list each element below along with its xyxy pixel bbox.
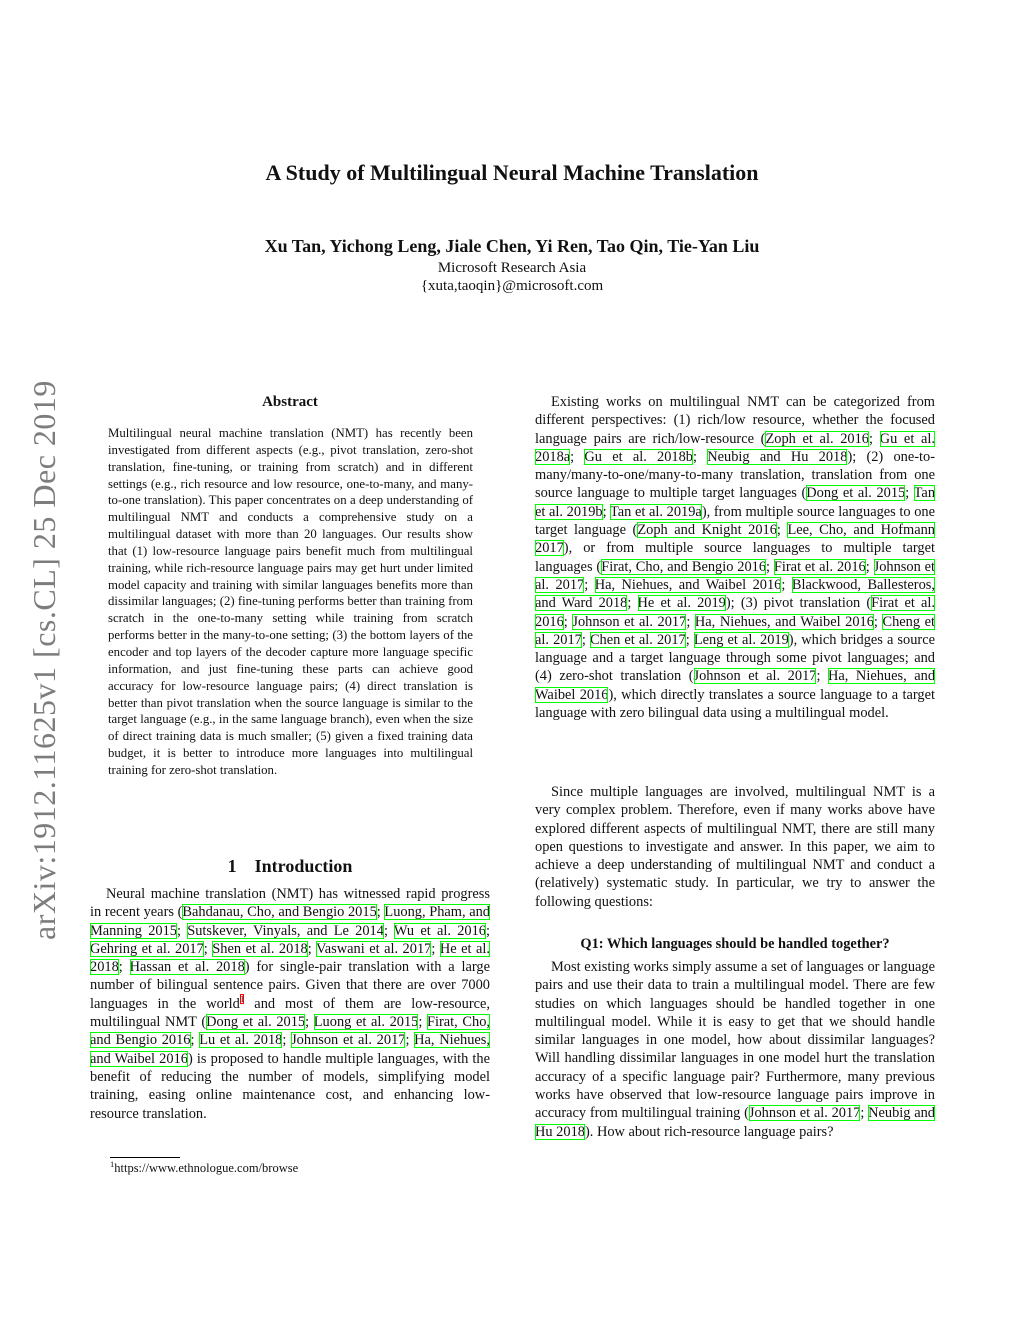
body-paragraph-q1: Most existing works simply assume a set of languages or language pairs and use their data to train a multilingual model. There are few studies on which languages should be handled together in one multilingual model. While it is easy to get that we should handle similar languages in one model, how about dissimilar languages? Will handling dissimilar languages in one model hurt the translation accuracy of a specific language pair? Furthermore, many previous works have observed that low-resource language pairs improve in accuracy from multilingual training (Johnson et al. 2017; Neubig and Hu 2018). How about rich-resource language pairs? — [535, 959, 935, 1140]
citation-link[interactable]: Firat, Cho, and Bengio 2016 — [601, 558, 767, 575]
citation-link[interactable]: Firat et al. 2016 — [535, 595, 935, 630]
footnote — [110, 1158, 299, 1176]
section-title: Introduction — [254, 856, 353, 876]
text-run: Most existing works simply assume a set of languages or language pairs and use their data to train a multilingual model. There are few studies on which languages should be handled together in one multilingual model. While it is easy to get that we should handle similar languages in one model, how about dissimilar languages? Will handling dissimilar languages in one model hurt the translation accuracy of a specific language pair? Furthermore, many previous works have observed that low-resource language pairs improve in accuracy from multilingual training ( — [535, 959, 935, 1122]
paragraph-text: Since multiple languages are involved, multilingual NMT is a very complex problem. Therefore, even if many works above have explored different aspects of multilingual NMT, there are still many open questions to investigate and answer. In this paper, we aim to achieve a deep understanding of multilingual NMT and conduct a (relatively) systematic study. In particular, we try to answer the following questions: — [535, 784, 935, 910]
citation-link[interactable]: Dong et al. 2015 — [806, 485, 906, 502]
text-run: ); (2) one-to-many/many-to-one/many-to-many translation, translation from one source language to multiple target languages ( — [535, 448, 936, 502]
citation-link[interactable]: Sutskever, Vinyals, and Le 2014 — [187, 922, 384, 939]
citation-link[interactable]: Chen et al. 2017 — [589, 631, 686, 648]
citation-link[interactable]: Firat et al. 2016 — [773, 558, 866, 575]
citation-link[interactable]: Firat, Cho, and Bengio 2016 — [90, 1014, 490, 1049]
question-heading-q1: Q1: Which languages should be handled together? — [580, 936, 890, 952]
citation-link[interactable]: Blackwood, Ballesteros, and Ward 2018 — [535, 576, 935, 612]
abstract-heading: Abstract — [262, 394, 318, 410]
footnote-url[interactable]: https://www.ethnologue.com/browse — [114, 1161, 299, 1175]
section-number: 1 — [227, 856, 237, 876]
text-run: ), which bridges a source language and a target language through some pivot languages; and (4) zero-shot translation ( — [535, 631, 935, 685]
citation-link[interactable]: Shen et al. 2018 — [212, 940, 308, 957]
citation-link[interactable]: Ha, Niehues, and Waibel 2016 — [694, 613, 874, 630]
text-run: Existing works on multilingual NMT can be categorized from different perspectives: (1) rich/low resource, whether the focused language pairs are rich/low-resource ( — [535, 394, 935, 447]
citation-link[interactable]: Johnson et al. 2017 — [572, 613, 687, 630]
text-run: ); (3) pivot translation ( — [725, 595, 872, 612]
citation-link[interactable]: Luong et al. 2015 — [313, 1014, 419, 1031]
citation-link[interactable]: Lee, Cho, and Hofmann 2017 — [535, 522, 935, 557]
citation-link[interactable]: Ha, Niehues, and Waibel 2016 — [535, 668, 936, 703]
text-run: ) for single-pair translation with a large number of bilingual sentence pairs. Given that there are over 7000 languages in the world — [90, 959, 490, 1012]
affiliation-block — [0, 259, 1024, 295]
citation-link[interactable]: Neubig and Hu 2018 — [707, 448, 848, 465]
citation-link[interactable]: Zoph et al. 2016 — [765, 430, 869, 447]
body-paragraph-motivation — [535, 783, 935, 911]
text-run: ), from multiple source languages to one target language ( — [535, 503, 936, 539]
citation-link[interactable]: Zoph and Knight 2016 — [637, 522, 777, 539]
footnote-marker-link[interactable]: 1 — [239, 993, 245, 1004]
citation-link[interactable]: Ha, Niehues, and Waibel 2016 — [594, 576, 782, 593]
citation-link[interactable]: Bahdanau, Cho, and Bengio 2015 — [182, 904, 377, 921]
citation-link[interactable]: Leng et al. 2019 — [693, 631, 789, 648]
email: {xuta,taoqin}@microsoft.com — [420, 278, 604, 294]
abstract-text: Multilingual neural machine translation (NMT) has recently been investigated from different aspects (e.g., pivot translation, zero-shot translation, fine-tuning, or training from scratch) and in different settings (e.g., rich resource and low resource, one-to-many, and many-to-one translation). This paper concentrates on a deep understanding of multilingual NMT and conducts a comprehensive study on a multilingual dataset with more than 20 languages. Our results show that (1) low-resource language pairs benefit much from multilingual training, while rich-resource language pairs may get hurt under limited model capacity and training with similar languages benefits more than dissimilar languages; (2) fine-tuning performs better than training from scratch in the one-to-many setting while training from scratch performs better in the many-to-one setting; (3) the bottom layers of the encoder and top layers of the decoder capture more language specific information, and just fine-tuning these parts can achieve good accuracy for low-resource language pairs; (4) direct translation is better than pivot translation when the source language is similar to the target language (e.g., in the same language branch), even when the size of direct training data is much smaller; (5) given a fixed training data budget, it is better to introduce more languages into multilingual training for zero-shot translation. — [108, 426, 473, 777]
citation-link[interactable]: Neubig and Hu 2018 — [535, 1105, 935, 1140]
citation-link[interactable]: Johnson et al. 2017 — [693, 668, 817, 685]
footnote-number: 1 — [110, 1158, 115, 1169]
affiliation: Microsoft Research Asia — [437, 260, 587, 276]
body-paragraph-related-work: Existing works on multilingual NMT can be categorized from different perspectives: (1) rich/low resource, whether the focused language pairs are rich/low-resource (Zoph et al. 2016; Gu et al. 2018a; Gu et al. 2018b; Neubig and Hu 2018); (2) one-to-many/many-to-one/many-to-many translation, translation from one source language to multiple target languages (Dong et al. 2015; Tan et al. 2019b; Tan et al. 2019a), from multiple source languages to one target language (Zoph and Knight 2016; Lee, Cho, and Hofmann 2017), or from multiple source languages to multiple target languages (Firat, Cho, and Bengio 2016; Firat et al. 2016; Johnson et al. 2017; Ha, Niehues, and Waibel 2016; Blackwood, Ballesteros, and Ward 2018; He et al. 2019); (3) pivot translation (Firat et al. 2016; Johnson et al. 2017; Ha, Niehues, and Waibel 2016; Cheng et al. 2017; Chen et al. 2017; Leng et al. 2019), which bridges a source language and a target language through some pivot languages; and (4) zero-shot translation (Johnson et al. 2017; Ha, Niehues, and Waibel 2016), which directly translates a source language to a target language with zero bilingual data using a multilingual model. — [535, 394, 936, 722]
citation-link[interactable]: Gu et al. 2018b — [584, 448, 694, 465]
citation-link[interactable]: Gu et al. 2018a — [535, 430, 935, 465]
arxiv-identifier: arXiv:1912.11625v1 [cs.CL] 25 Dec 2019 — [26, 380, 62, 940]
introduction-paragraph: Neural machine translation (NMT) has witnessed rapid progress in recent years (Bahdanau, Cho, and Bengio 2015; Luong, Pham, and Manning 2015; Sutskever, Vinyals, and Le 2014; Wu et al. 2016; Gehring et al. 2017; Shen et al. 2018; Vaswani et al. 2017; He et al. 2018; Hassan et al. 2018) for single-pair translation with a large number of bilingual sentence pairs. Given that there are over 7000 languages in the world$^1$ and most of them are low-resource, multilingual NMT (Dong et al. 2015; Luong et al. 2015; Firat, Cho, and Bengio 2016; Lu et al. 2018; Johnson et al. 2017; Ha, Niehues, and Waibel 2016) is proposed to handle multiple languages, with the benefit of reducing the number of models, simplifying model training, easing online maintenance cost, and enhancing low-resource translation. — [90, 886, 491, 1122]
citation-link[interactable]: Tan et al. 2019a — [610, 503, 702, 520]
author-list: Xu Tan, Yichong Leng, Jiale Chen, Yi Ren, Tao Qin, Tie-Yan Liu — [264, 236, 760, 256]
citation-link[interactable]: Johnson et al. 2017 — [291, 1032, 406, 1049]
citation-link[interactable]: He et al. 2019 — [637, 595, 726, 612]
citation-link[interactable]: Johnson et al. 2017 — [748, 1105, 861, 1122]
section-heading-introduction — [90, 856, 490, 877]
citation-link[interactable]: Hassan et al. 2018 — [129, 959, 245, 976]
citation-link[interactable]: Vaswani et al. 2017 — [315, 940, 432, 957]
citation-link[interactable]: Gehring et al. 2017 — [90, 940, 204, 957]
citation-link[interactable]: He et al. 2018 — [90, 940, 490, 976]
citation-link[interactable]: Cheng et al. 2017 — [535, 613, 935, 648]
citation-link[interactable]: Johnson et al. 2017 — [535, 558, 935, 593]
citation-link[interactable]: Dong et al. 2015 — [206, 1014, 306, 1031]
footnote-divider — [110, 1157, 180, 1158]
citation-link[interactable]: Wu et al. 2016 — [393, 922, 486, 939]
citation-link[interactable]: Tan et al. 2019b — [535, 485, 936, 520]
text-run: ). How about rich-resource language pairs? — [584, 1123, 834, 1140]
citation-link[interactable]: Lu et al. 2018 — [199, 1032, 283, 1049]
text-run: and most of them are low-resource, multilingual NMT ( — [90, 995, 490, 1031]
text-run: ), which directly translates a source language to a target language with zero bilingual data using a multilingual model. — [535, 686, 935, 722]
text-run: Neural machine translation (NMT) has witnessed rapid progress in recent years ( — [90, 886, 490, 921]
citation-link[interactable]: Luong, Pham, and Manning 2015 — [90, 904, 490, 939]
citation-link[interactable]: Ha, Niehues, and Waibel 2016 — [90, 1032, 490, 1067]
text-run: ) is proposed to handle multiple languages, with the benefit of reducing the number of models, simplifying model training, easing online maintenance cost, and enhancing low-resource translation. — [90, 1050, 491, 1122]
text-run: ), or from multiple source languages to multiple target languages ( — [535, 540, 935, 575]
paper-title: A Study of Multilingual Neural Machine Translation — [265, 160, 759, 185]
